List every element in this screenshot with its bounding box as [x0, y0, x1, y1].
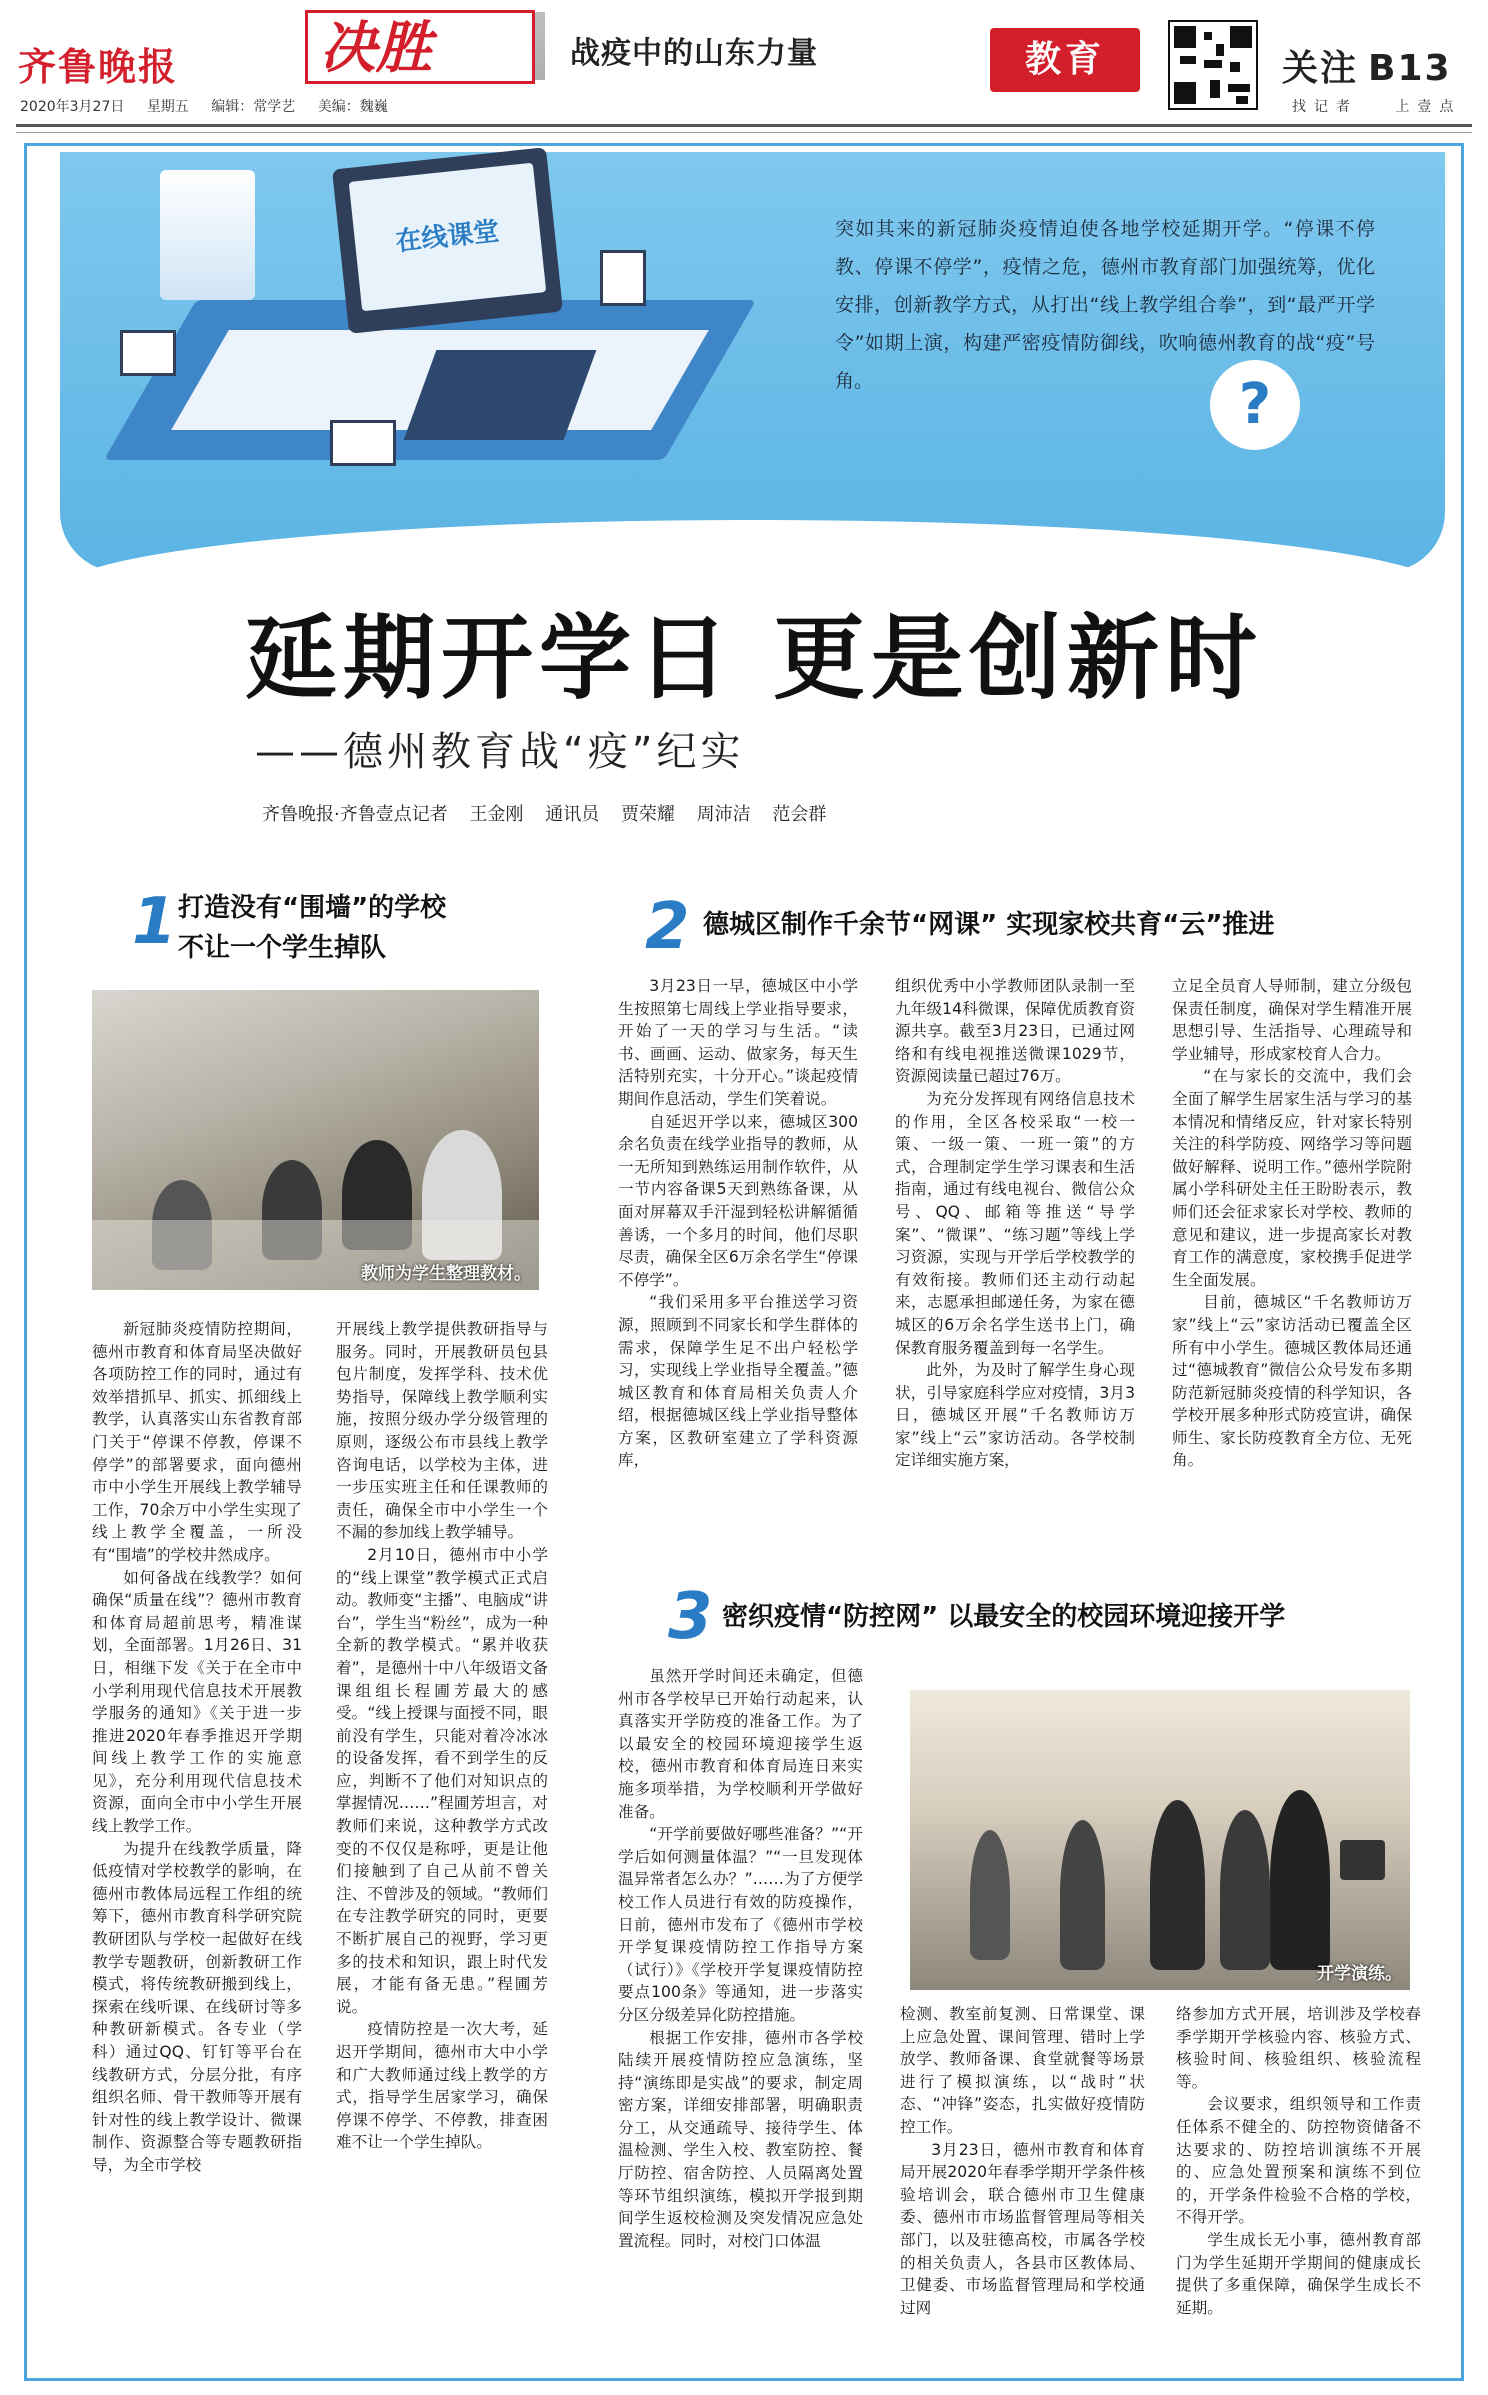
paragraph: 如何备战在线教学？如何确保“质量在线”？德州市教育和体育局超前思考，精准谋划，全面部署。1月26日、31日，相继下发《关于在全市中小学利用现代信息技术开展教学服务的通知》《关于进一步推进2020年春季推迟开学期间线上教学工作的实施意见》，充分利用现代信息技术资源，面向全市中小学生开展线上教学工作。: [92, 1568, 302, 1836]
paragraph: 2月10日，德州市中小学的“线上课堂”教学模式正式启动。教师变“主播”、电脑成“讲台”，学生当“粉丝”，成为一种全新的教学模式。“累并收获着”，是德州十中八年级语文备课组组长程圃芳最大的感受。“线上授课与面授不同，眼前没有学生，只能对着冷冰冰的设备发挥，看不到学生的反应，判断不了他们对知识点的掌握情况……”程圃芳坦言，对教师们来说，这种教学方式改变的不仅仅是称呼，更是让他们接触到了自己从前不曾关注、不曾涉及的领域。“教师们在专注教学研究的同时，更要不断扩展自己的视野，学习更多的技术和知识，跟上时代发展，才能有备无患。”程圃芳说。: [336, 1545, 548, 2016]
article-subtitle: ——德州教育战“疫”纪实: [255, 729, 745, 775]
reporter-tag: 找记者: [1292, 99, 1358, 115]
issue-date: 2020年3月27日: [20, 99, 125, 115]
issue-weekday: 星期五: [146, 99, 189, 115]
photo2-caption: 开学演练。: [1317, 1964, 1402, 1984]
paragraph: 开展线上教学提供教研指导与服务。同时，开展教研员包县包片制度，发挥学科、技术优势指导，保障线上教学顺利实施，按照分级办学分级管理的原则，逐级公布市县线上教学咨询电话，以学校为主体，进一步压实班主任和任课教师的责任，确保全市中小学生一个不漏的参加线上教学辅导。: [336, 1320, 548, 1542]
paragraph: “在与家长的交流中，我们会全面了解学生居家生活与学习的基本情况和情绪反应，针对家长特别关注的科学防疫、网络学习等问题做好解释、说明工作。”德州学院附属小学科研处主任王盼盼表示，教师们还会征求家长对学校、教师的意见和建议，进一步提高家长对教育工作的满意度，家校携手促进学生全面发展。: [1172, 1067, 1412, 1289]
paragraph: 疫情防控是一次大考，延迟开学期间，德州市大中小学和广大教师通过线上教学的方式，指导学生居家学习，确保停课不停学、不停教，排查困难不让一个学生掉队。: [336, 2020, 548, 2152]
byline-reporter: 王金刚: [469, 804, 524, 825]
paragraph: “我们采用多平台推送学习资源，照顾到不同家长和学生群体的需求，保障学生足不出户轻松学习，实现线上学业指导全覆盖。”德城区教育和体育局相关负责人介绍，根据德城区线上学业指导整体方案，区教研室建立了学科资源库，: [618, 1293, 858, 1470]
paragraph: 3月23日，德州市教育和体育局开展2020年春季学期开学条件核验培训会，联合德州市卫生健康委、德州市市场监督管理局等相关部门，以及驻德高校，市属各学校的相关负责人，各县市区教体局、卫健委、市场监督管理局和学校通过网: [900, 2140, 1145, 2317]
paragraph: 3月23日一早，德城区中小学生按照第七周线上学业指导要求，开始了一天的学习与生活。“读书、画画、运动、做家务，每天生活特别充实，十分开心。”谈起疫情期间作息活动，学生们笑着说。: [618, 977, 858, 1108]
paragraph: 组织优秀中小学教师团队录制一至九年级14科微课，保障优质教育资源共享。截至3月23日，已通过网络和有线电视推送微课1029节，资源阅读量已超过76万。: [895, 977, 1135, 1086]
section-1-column-2: [336, 1318, 548, 2154]
paragraph: 会议要求，组织领导和工作责任体系不健全的、防控物资储备不达要求的、防控培训演练不开展的、应急处置预案和演练不到位的，开学条件检验不合格的学校，不得开学。: [1176, 2095, 1421, 2227]
section-1-title: [178, 888, 446, 968]
section-2-title: 德城区制作千余节“网课” 实现家校共育“云”推进: [703, 910, 1275, 940]
paragraph: 此外，为及时了解学生身心现状，引导家庭科学应对疫情，3月3日，德城区开展“千名教师访万家”线上“云”家访活动。各学校制定详细实施方案，: [895, 1361, 1135, 1470]
book-icon: [600, 250, 646, 306]
paragraph: 根据工作安排，德州市各学校陆续开展疫情防控应急演练，坚持“演练即是实战”的要求，制定周密方案，详细安排部署，明确职责分工，从交通疏导、接待学生、体温检测、学生入校、教室防控、餐厅防控、宿舍防控、人员隔离处置等环节组织演练，模拟开学报到期间学生返校检测及突发情况应急处置流程。同时，对校门口体温: [618, 2028, 863, 2250]
qr-code-icon: [1168, 20, 1258, 110]
header-divider-thin: [16, 132, 1472, 133]
paragraph: 虽然开学时间还未确定，但德州市各学校早已开始行动起来，认真落实开学防疫的准备工作。为了以最安全的校园环境迎接学生返校，德州市教育和体育局连日来实施多项举措，为学校顺利开学做好准备。: [618, 1667, 863, 1821]
byline-contributor: 范会群: [772, 804, 827, 825]
section-1-number: 1: [132, 885, 177, 959]
server-stack-icon: [160, 170, 255, 300]
screen-label: 在线课堂: [349, 163, 547, 312]
banner-text: 战疫中的山东力量: [570, 36, 818, 71]
section-1-title-line1: 打造没有“围墙”的学校: [178, 893, 447, 923]
section-2-column-2: [895, 975, 1135, 1472]
graduation-cap-icon: [120, 330, 176, 376]
scissors-icon: [330, 420, 396, 466]
byline-role: 通讯员: [545, 804, 600, 825]
byline-contributor: 周沛洁: [696, 804, 751, 825]
section-3-number: 3: [668, 1580, 713, 1654]
question-mark-icon: ?: [1210, 360, 1300, 450]
paragraph: 新冠肺炎疫情防控期间，德州市教育和体育局坚决做好各项防控工作的同时，通过有效举措抓早、抓实、抓细线上教学，认真落实山东省教育部门关于“停课不停教，停课不停学”的部署要求，面向德州市中小学生开展线上教学辅导工作，70余万中小学生实现了线上教学全覆盖，一所没有“围墙”的学校井然成序。: [92, 1320, 302, 1564]
header-divider: [16, 124, 1472, 127]
app-tag: 上壹点: [1395, 99, 1462, 115]
paragraph: “开学前要做好哪些准备？”“开学后如何测量体温？”“一旦发现体温异常者怎么办？”……为了方便学校工作人员进行有效的防疫操作，日前，德州市发布了《德州市学校开学复课疫情防控工作指导方案（试行）》《学校开学复课疫情防控要点100条》等通知，进一步落实分区分级差异化防控措施。: [618, 1825, 863, 2024]
section-3-column-3: [1176, 2003, 1421, 2319]
section-2-number: 2: [645, 890, 690, 964]
section-3-title: 密织疫情“防控网” 以最安全的校园环境迎接开学: [722, 1602, 1286, 1632]
column-name: 关注: [1282, 48, 1359, 89]
section-1-column-1: [92, 1318, 302, 2177]
byline: [262, 800, 842, 826]
section-3-column-1: [618, 1665, 863, 2252]
paragraph: 检测、教室前复测、日常课堂、课上应急处置、课间管理、错时上学放学、教师备课、食堂就餐等场景进行了模拟演练，以“战时”状态、“冲锋”姿态，扎实做好疫情防控工作。: [900, 2005, 1145, 2136]
page-column: [1282, 40, 1452, 91]
campaign-banner: [305, 6, 835, 86]
issue-editor: 编辑：常学艺: [211, 99, 296, 115]
section-tab: 教育: [990, 28, 1140, 92]
issue-designer: 美编：魏巍: [317, 99, 388, 115]
paragraph: 为提升在线教学质量，降低疫情对学校教学的影响，在德州市教体局远程工作组的统筹下，德州市教育科学研究院教研团队与学校一起做好在线教学专题教研，创新教研工作模式，将传统教研搬到线上，探索在线听课、在线研讨等多种教研新模式。各专业（学科）通过QQ、钉钉等平台在线教研方式，分层分批，有序组织名师、骨干教师等开展有针对性的线上教学设计、微课制作、资源整合等专题教研指导，为全市学校: [92, 1839, 302, 2174]
banner-title: 决胜: [305, 10, 535, 84]
newspaper-masthead: 齐鲁晚报: [18, 44, 179, 89]
paragraph: 络参加方式开展，培训涉及学校春季学期开学核验内容、核验方式、核验时间、核验组织、核验流程等。: [1176, 2005, 1421, 2091]
paragraph: 自延迟开学以来，德城区300余名负责在线学业指导的教师，从一无所知到熟练运用制作软件，从一节内容备课5天到熟练备课，从面对屏幕双手汗湿到轻松讲解循循善诱，一个多月的时间，他们尽职尽责，确保全区6万余名学生“停课不停学”。: [618, 1112, 858, 1289]
page-number: B13: [1368, 48, 1452, 89]
photo-teachers-sorting-books: [92, 990, 539, 1290]
paragraph: 目前，德城区“千名教师访万家”线上“云”家访活动已覆盖全区所有中小学生。德城区教体局还通过“德城教育”微信公众号发布多期防范新冠肺炎疫情的科学知识，各学校开展多种形式防疫宣讲，确保师生、家长防疫教育全方位、无死角。: [1172, 1293, 1412, 1470]
photo-school-opening-drill: [910, 1690, 1410, 1990]
section-2-column-3: [1172, 975, 1412, 1472]
blackboard-icon: [404, 350, 597, 440]
article-title: 延期开学日 更是创新时: [245, 605, 1264, 712]
issue-meta: [20, 96, 406, 116]
section-1-title-line2: 不让一个学生掉队: [178, 933, 387, 963]
byline-contributor: 贾荣耀: [620, 804, 675, 825]
paragraph: 学生成长无小事，德州教育部门为学生延期开学期间的健康成长提供了多重保障，确保学生成长不延期。: [1176, 2230, 1421, 2317]
paragraph: 立足全员育人导师制，建立分级包保责任制度，确保对学生精准开展思想引导、生活指导、心理疏导和学业辅导，形成家校育人合力。: [1172, 977, 1412, 1063]
header-tags: [1292, 96, 1461, 116]
byline-outlet: 齐鲁晚报·齐鲁壹点记者: [262, 804, 448, 825]
photo1-caption: 教师为学生整理教材。: [361, 1264, 531, 1284]
section-2-column-1: [618, 975, 858, 1472]
paragraph: 为充分发挥现有网络信息技术的作用，全区各校采取“一校一策、一级一策、一班一策”的方式，合理制定学生学习课表和生活指南，通过有线电视台、微信公众号、QQ、邮箱等推送“导学案”、“微课”、“练习题”等线上学习资源，实现与开学后学校教学的有效衔接。教师们还主动行动起来，志愿承担邮递任务，为家在德城区的6万余名学生送书上门，确保教育服务覆盖到每一名学生。: [895, 1089, 1135, 1357]
section-3-column-2: [900, 2003, 1145, 2319]
intro-paragraph: 突如其来的新冠肺炎疫情迫使各地学校延期开学。“停课不停教、停课不停学”，疫情之危，德州市教育部门加强统筹，优化安排，创新教学方式，从打出“线上教学组合拳”，到“最严开学令”如期上演，构建严密疫情防御线，吹响德州教育的战“疫”号角。: [835, 218, 1375, 392]
